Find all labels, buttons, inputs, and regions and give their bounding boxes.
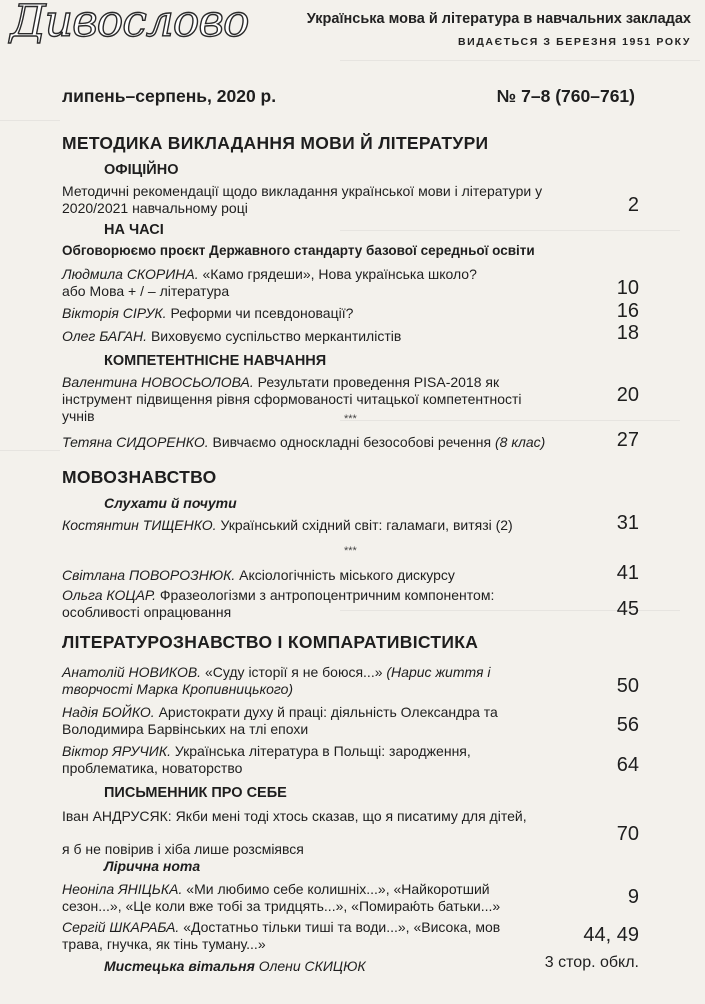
page-number: 16 <box>616 300 639 322</box>
page-number: 3 стор. обкл. <box>544 954 639 971</box>
entry-author: Вікторія СІРУК. <box>62 305 167 321</box>
rubric-listen: Слухати й почути <box>104 495 237 511</box>
entry-author: Валентина НОВОСЬОЛОВА. <box>62 374 254 390</box>
entry-title: Українська література в Польщі: зародження, проблематика, новаторство <box>62 743 471 776</box>
toc-entry[interactable] <box>62 806 582 860</box>
entry-title: Результати проведення PISA-2018 як інструмент підвищення рівня сформованості читацької компетентності учнів <box>62 374 522 424</box>
entry-author: Костянтин ТИЩЕНКО. <box>62 517 217 533</box>
entry-note: (8 клас) <box>491 434 546 450</box>
entry-title-cont: або Мова + / – література <box>62 283 230 299</box>
page-number: 41 <box>616 562 639 584</box>
entry-title: Реформи чи псевдоновації? <box>166 305 354 321</box>
toc-entry[interactable] <box>62 434 562 451</box>
section-linguistics: МОВОЗНАВСТВО <box>62 467 217 487</box>
toc-entry[interactable] <box>62 328 562 345</box>
separator-stars: *** <box>344 413 357 425</box>
entry-title: «Камо грядеши», Нова українська школо? <box>198 266 477 282</box>
entry-author: Олег БАГАН. <box>62 328 148 344</box>
toc-entry[interactable] <box>62 305 562 322</box>
toc-entry[interactable] <box>62 567 562 584</box>
page-number: 31 <box>616 512 639 534</box>
subsection-writers: ПИСЬМЕННИК ПРО СЕБЕ <box>104 785 287 801</box>
entry-author: Світлана ПОВОРОЗНЮК. <box>62 567 236 583</box>
entry-title: «Достатньо тільки тиші та води...», «Висока, мов трава, гнучка, як тінь туману...» <box>62 919 501 952</box>
page-number: 2 <box>627 194 639 216</box>
toc-entry[interactable] <box>62 183 562 217</box>
page-number: 9 <box>627 886 639 908</box>
entry-title: Олени СКИЦЮК <box>254 958 366 974</box>
issue-number: № 7–8 (760–761) <box>496 86 635 106</box>
toc-entry[interactable] <box>62 587 532 621</box>
entry-author: Тетяна СИДОРЕНКО. <box>62 434 209 450</box>
toc-entry[interactable] <box>62 664 552 698</box>
entry-title: Виховуємо суспільство меркантилістів <box>147 328 402 344</box>
separator-stars: *** <box>344 545 357 557</box>
subsection-competence: КОМПЕТЕНТНІСНЕ НАВЧАННЯ <box>104 353 327 369</box>
entry-author: Ольга КОЦАР. <box>62 587 156 603</box>
toc-entry[interactable] <box>104 958 604 975</box>
issue-date: липень–серпень, 2020 р. <box>62 86 277 106</box>
toc-entry[interactable] <box>62 704 502 738</box>
entry-note: (Нарис життя і творчості Марка Кропивницького) <box>62 664 491 697</box>
page-number: 45 <box>616 598 639 620</box>
entry-author: Надія БОЙКО. <box>62 704 155 720</box>
toc-entry[interactable] <box>62 919 542 953</box>
rubric-art: Мистецька вітальня <box>104 958 255 974</box>
toc-entry[interactable] <box>62 743 562 777</box>
entry-title-cont: я б не повірив і хіба лише розсміявся <box>62 841 304 857</box>
entry-title: Вивчаємо односкладні безособові речення <box>208 434 492 450</box>
entry-title: Аксіологічність міського дискурсу <box>235 567 455 583</box>
subsection-official: ОФІЦІЙНО <box>104 162 179 178</box>
entry-title: Іван АНДРУСЯК: Якби мені тоді хтось сказав, що я писатиму для дітей, <box>62 808 527 824</box>
toc-entry[interactable] <box>62 266 562 300</box>
magazine-title: Українська мова й література в навчальних закладах <box>306 11 691 27</box>
entry-title: Методичні рекомендації щодо викладання української мови і літератури у 2020/2021 навчальному році <box>62 183 543 216</box>
page-number: 64 <box>616 754 639 776</box>
magazine-logo: Дивослово <box>10 0 249 47</box>
entry-author: Сергій ШКАРАБА. <box>62 919 180 935</box>
toc-entry[interactable] <box>62 517 562 534</box>
entry-title: Аристократи духу й праці: діяльність Олександра та Володимира Барвінських на тлі епохи <box>62 704 498 737</box>
entry-author: Неоніла ЯНІЦЬКА. <box>62 881 183 897</box>
entry-title: «Ми любимо себе колишніх...», «Найкоротший сезон...», «Це коли вже тобі за тридцять...», «Помираю́ть батьки...» <box>62 881 501 914</box>
entry-author: Віктор ЯРУЧИК. <box>62 743 171 759</box>
toc-entry[interactable] <box>62 881 542 915</box>
page-number: 27 <box>616 429 639 451</box>
entry-author: Анатолій НОВИКОВ. <box>62 664 202 680</box>
page-number: 50 <box>616 675 639 697</box>
subsection-on-time: НА ЧАСІ <box>104 222 164 238</box>
entry-author: Людмила СКОРИНА. <box>62 266 199 282</box>
entry-title: Фразеологізми з антропоцентричним компонентом: особливості опрацювання <box>62 587 495 620</box>
subsection-standard: Обговорюємо проєкт Державного стандарту базової середньої освіти <box>62 243 535 258</box>
entry-title: «Суду історії я не боюся...» <box>201 664 383 680</box>
section-methodology: МЕТОДИКА ВИКЛАДАННЯ МОВИ Й ЛІТЕРАТУРИ <box>62 133 489 153</box>
entry-title: Український східний світ: галамаги, витязі (2) <box>216 517 513 533</box>
page-number: 70 <box>616 823 639 845</box>
magazine-since: ВИДАЄТЬСЯ З БЕРЕЗНЯ 1951 РОКУ <box>458 36 691 48</box>
rubric-lyric: Лірична нота <box>104 858 201 874</box>
page-number: 10 <box>616 277 639 299</box>
section-literature: ЛІТЕРАТУРОЗНАВСТВО І КОМПАРАТИВІСТИКА <box>62 632 479 652</box>
page-number: 18 <box>616 322 639 344</box>
toc-entry[interactable] <box>62 374 552 425</box>
page-number: 20 <box>616 384 639 406</box>
page-number: 44, 49 <box>583 924 639 946</box>
page-number: 56 <box>616 714 639 736</box>
